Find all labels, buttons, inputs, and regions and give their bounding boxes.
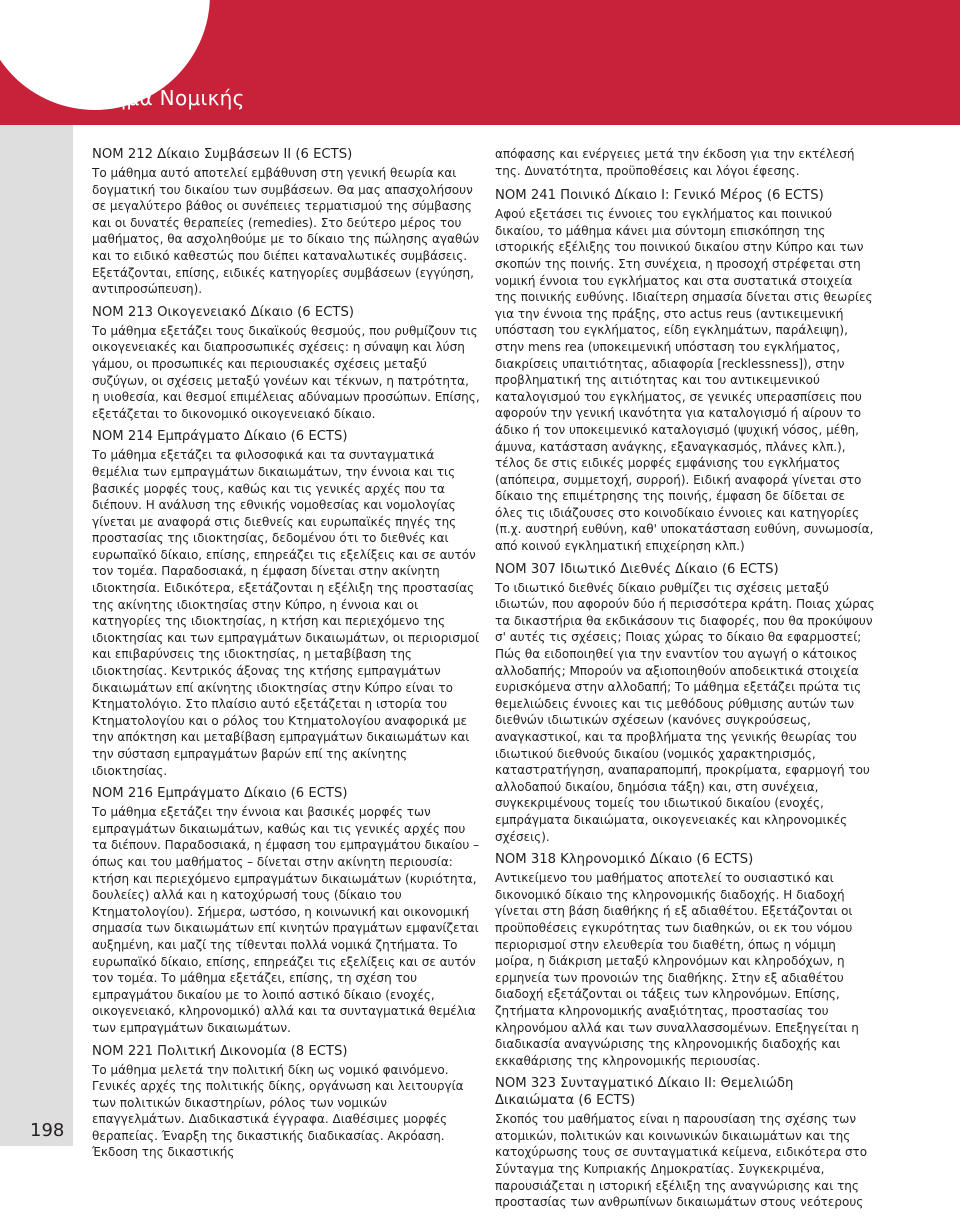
course-description: Αφού εξετάσει τις έννοιες του εγκλήματος και ποινικού δικαίου, το μάθημα κάνει μια σύντομη επισκόπηση της ιστορικής εξέλιξης του ποινικού δικαίου στην Κύπρο και των σκοπών της ποινής. Στη συνέχεια, η προσοχή στρέφεται στη νομική έννοια του εγκλήματος και στα συστατικά στοιχεία της ποινικής ευθύνης. Ιδιαίτερη σημασία δίνεται στις θεωρίες για την έννοια της πράξης, στο actus reus (αντικειμενική υπόσταση του εγκλήματος, είδη εγκλημάτων, παράλειψη), στην mens rea (υποκειμενική υπόσταση του εγκλήματος, διακρίσεις υπαιτιότητας, αδιαφορία [recklessness]), στην προβληματική της αιτιότητας και του αντικειμενικού καταλογισμού του εγκλήματος, σε γενικές υπερασπίσεις που αφορούν την γενική ικανότητα για καταλογισμό ή αίρουν το άδικο ή τον υποκειμενικό καταλογισμό (ψυχική νόσος, μέθη, άμυνα, κατάσταση ανάγκης, εξαναγκασμός, πλάνες κλπ.), τέλος δε στις ειδικές μορφές εμφάνισης του εγκλήματος (απόπειρα, συμμετοχή, συρροή). Ειδική αναφορά γίνεται στο δίκαιο της επιμέτρησης της ποινής, έμφαση δε δίδεται σε όλες τις ιδιάζουσες στο κοινοδίκαιο έννοιες και κατηγορίες (π.χ. αυστηρή ευθύνη, καθ' υποκατάσταση ευθύνη, συνωμοσία, από κοινού εγκληματική επιχείρηση κλπ.) (495, 207, 874, 554)
course-description: Το μάθημα αυτό αποτελεί εμβάθυνση στη γενική θεωρία και δογματική του δικαίου των συμβάσεων. Θα μας απασχολήσουν σε μεγαλύτερο βάθος οι συνέπειες τερματισμού της σύμβασης και οι δυνατές θεραπείες (remedies). Στο δεύτερο μέρος του μαθήματος, θα ασχοληθούμε με το δίκαιο της πώλησης αγαθών και το ειδικό καθεστώς που διέπει καταναλωτικές συμβάσεις. Εξετάζονται, επίσης, ειδικές κατηγορίες συμβάσεων (εγγύηση, αντιπροσώπευση). (92, 166, 480, 297)
course-nom-214 (92, 428, 480, 779)
course-description: Το μάθημα μελετά την πολιτική δίκη ως νομικό φαινόμενο. Γενικές αρχές της πολιτικής δίκης, οργάνωση και λειτουργία των πολιτικών δικαστηρίων, ρόλος των νομικών επαγγελμάτων. Διαδικαστικά έγγραφα. Διαθέσιμες μορφές θεραπείας. Έναρξη της δικαστικής διαδικασίας. Ακρόαση. Έκδοση της δικαστικής (92, 1062, 464, 1160)
course-nom-212 (92, 146, 480, 298)
right-column (495, 146, 875, 1217)
course-heading: ΝΟΜ 216 Εμπράγματο Δίκαιο (6 ECTS) (92, 786, 348, 802)
sidebar-strip (0, 0, 73, 1146)
page-title: Τμήμα Νομικής (88, 86, 245, 110)
page-number: 198 (30, 1120, 65, 1141)
course-heading: ΝΟΜ 221 Πολιτική Δικονομία (8 ECTS) (92, 1043, 348, 1059)
course-nom-241 (495, 187, 875, 554)
left-column (92, 146, 480, 1167)
course-description: Το μάθημα εξετάζει την έννοια και βασικές μορφές των εμπραγμάτων δικαιωμάτων, καθώς και τις γενικές αρχές που τα διέπουν. Παραδοσιακά, η έμφαση του εμπραγμάτου δικαίου – όπως και του μαθήματος – δίνεται στην ακίνητη περιουσία: κτήση και περιεχόμενο εμπραγμάτων δικαιωμάτων (κυριότητα, δουλείες) αλλά και η κατοχύρωσή τους (δίκαιο του Κτηματολογίου). Σήμερα, ωστόσο, η κοινωνική και οικονομική σημασία των δικαιωμάτων επί κινητών πραγμάτων εμφανίζεται αυξημένη, και μαζί της τίθενται πολλά νομικά ζητήματα. Το ευρωπαϊκό δίκαιο, επίσης, επηρεάζει τις εξελίξεις και σε αυτόν τον τομέα. Το μάθημα εξετάζει, επίσης, τη σχέση του εμπραγμάτου δικαίου με το λοιπό αστικό δίκαιο (ενοχές, οικογενειακό, κληρονομικό) αλλά και τα συνταγματικά θεμέλια των εμπραγμάτων δικαιωμάτων. (92, 805, 480, 1035)
course-description: Το μάθημα εξετάζει τους δικαϊκούς θεσμούς, που ρυθμίζουν τις οικογενειακές και διαπροσωπικές σχέσεις: η σύναψη και λύση γάμου, οι προσωπικές και περιουσιακές σχέσεις μεταξύ συζύγων, οι σχέσεις μεταξύ γονέων και τέκνων, η πατρότητα, η υιοθεσία, και θεσμοί επιμέλειας αδύναμων προσώπων. Επίσης, εξετάζεται το δικονομικό οικογενειακό δίκαιο. (92, 323, 480, 421)
course-heading: ΝΟΜ 323 Συνταγματικό Δίκαιο ΙΙ: Θεμελιώδη Δικαιώματα (6 ECTS) (495, 1076, 794, 1109)
course-nom-307 (495, 561, 875, 846)
course-description: Το ιδιωτικό διεθνές δίκαιο ρυθμίζει τις σχέσεις μεταξύ ιδιωτών, που αφορούν δύο ή περισσότερα κράτη. Ποιας χώρας τα δικαστήρια θα εκδικάσουν τις διαφορές, που θα προκύψουν σ' αυτές τις σχέσεις; Ποιας χώρας το δίκαιο θα εφαρμοστεί; Πώς θα ειδοποιηθεί για την εναντίον του αγωγή ο κάτοικος αλλοδαπής; Μπορούν να αξιοποιηθούν αποδεικτικά στοιχεία ευρισκόμενα στην αλλοδαπή; Το μάθημα εξετάζει πρώτα τις θεμελιώδεις έννοιες και τις μεθόδους ρύθμισης αυτών των διεθνών ιδιωτικών σχέσεων (κανόνες συγκρούσεως, αναγκαστικοί, και τα προβλήματα της γενικής θεωρίας του ιδιωτικού διεθνούς δικαίου (νομικός χαρακτηρισμός, καταστρατήγηση, αναπαραπομπή, προκρίματα, εφαρμογή του αλλοδαπού δικαίου, δημόσια τάξη) και, στη συνέχεια, συγκεκριμένους τομείς του ιδιωτικού δικαίου (ενοχές, εμπράγματα δικαιώματα, οικογενειακές και κληρονομικές σχέσεις). (495, 580, 875, 844)
course-heading: ΝΟΜ 213 Οικογενειακό Δίκαιο (6 ECTS) (92, 304, 354, 320)
course-nom-318 (495, 851, 875, 1069)
course-nom-213 (92, 304, 480, 423)
course-heading: ΝΟΜ 307 Ιδιωτικό Διεθνές Δίκαιο (6 ECTS) (495, 561, 779, 577)
continued-text: απόφασης και ενέργειες μετά την έκδοση για την εκτέλεσή της. Δυνατότητα, προϋποθέσεις και λόγοι έφεσης. (495, 147, 855, 178)
course-heading: ΝΟΜ 318 Κληρονομικό Δίκαιο (6 ECTS) (495, 852, 754, 868)
course-description: Το μάθημα εξετάζει τα φιλοσοφικά και τα συνταγματικά θεμέλια των εμπραγμάτων δικαιωμάτων, την έννοια και τις βασικές μορφές τους, καθώς και τις γενικές αρχές που τα διέπουν. Η ανάλυση της εθνικής νομοθεσίας και νομολογίας γίνεται με αναφορά στις διεθνείς και ευρωπαϊκές πηγές της προστασίας της ιδιοκτησίας, δεδομένου ότι το διεθνές και ευρωπαϊκό δίκαιο, επίσης, επηρεάζει τις εξελίξεις και σε αυτόν τον τομέα. Παραδοσιακά, η έμφαση δίνεται στην ακίνητη ιδιοκτησία. Ειδικότερα, εξετάζονται η εξέλιξη της προστασίας της ακίνητης ιδιοκτησίας στην Κύπρο, η έννοια και οι κατηγορίες της ιδιοκτησίας, η κτήση και περιεχόμενο της ιδιοκτησίας και των εμπραγμάτων δικαιωμάτων, οι περιορισμοί και επιβαρύνσεις της ιδιοκτησίας, η μεταβίβαση της ιδιοκτησίας. Κεντρικός άξονας της κτήσης εμπραγμάτων δικαιωμάτων επί ακίνητης ιδιοκτησίας στην Κύπρο είναι το Κτηματολόγιο. Στο πλαίσιο αυτό εξετάζεται η ιστορία του Κτηματολογίου και ο ρόλος του Κτηματολογίου αναφορικά με την απόκτηση και μεταβίβαση εμπραγμάτων δικαιωμάτων και την σύσταση εμπραγμάτων βαρών επί της ακίνητης ιδιοκτησίας. (92, 448, 480, 778)
course-description: Αντικείμενο του μαθήματος αποτελεί το ουσιαστικό και δικονομικό δίκαιο της κληρονομικής διαδοχής. Η διαδοχή γίνεται στη βάση διαθήκης ή εξ αδιαθέτου. Εξετάζονται οι προϋποθέσεις εγκυρότητας των διαθηκών, οι εκ του νόμου περιορισμοί στην ελευθερία του διαθέτη, όπως η νόμιμη μοίρα, η διάκριση μεταξύ κληρονόμων και κληροδόχων, η ερμηνεία των προνοιών της διαθήκης. Στην εξ αδιαθέτου διαδοχή εξετάζονται οι τάξεις των κληρονόμων. Επίσης, ζητήματα κληρονομικής αναξιότητας, προστασίας του κληρονόμου αλλά και των συναλλασσομένων. Επεξηγείται η διαδικασία αναγνώρισης της κληρονομικής διαδοχής και εκκαθάρισης της κληρονομικής περιουσίας. (495, 871, 859, 1068)
course-heading: ΝΟΜ 212 Δίκαιο Συμβάσεων ΙΙ (6 ECTS) (92, 147, 353, 162)
course-heading: ΝΟΜ 214 Εμπράγματο Δίκαιο (6 ECTS) (92, 429, 348, 445)
course-nom-216 (92, 785, 480, 1036)
course-nom-221 (92, 1043, 480, 1162)
page-header (0, 0, 960, 125)
course-heading: ΝΟΜ 241 Ποινικό Δίκαιο Ι: Γενικό Μέρος (6 ECTS) (495, 188, 824, 204)
course-nom-323 (495, 1075, 875, 1211)
course-description: Σκοπός του μαθήματος είναι η παρουσίαση της σχέσης των ατομικών, πολιτικών και κοινωνικών δικαιωμάτων και της κατοχύρωσης τους σε συνταγματικά κείμενα, ειδικότερα στο Σύνταγμα της Κυπριακής Δημοκρατίας. Συγκεκριμένα, παρουσιάζεται η ιστορική εξέλιξη της αναγνώρισης και της προστασίας των ανθρωπίνων δικαιωμάτων στους νεότερους (495, 1112, 868, 1210)
